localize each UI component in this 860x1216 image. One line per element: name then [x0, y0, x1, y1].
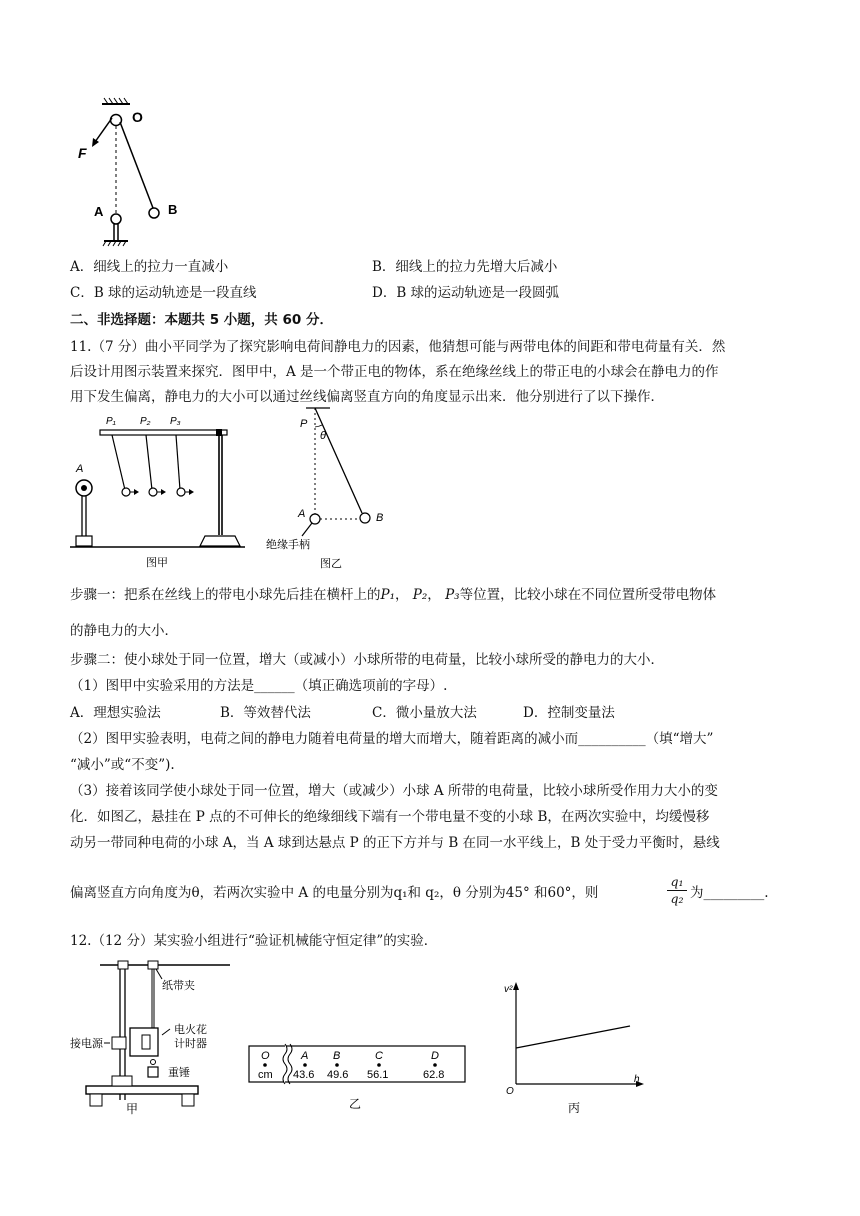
axis-y-label: v² [504, 984, 513, 995]
q11-intro-line1: 11.（7 分）曲小平同学为了探究影响电荷间静电力的因素，他猜想可能与两带电体的间距和带电荷量有关．然 [70, 339, 726, 355]
figure-yi-q11 [260, 403, 400, 571]
q11-sub3-line2: 化．如图乙，悬挂在 P 点的不可伸长的绝缘细线下端有一个带电量不变的小球 B，在两次实验中，均缓慢移 [70, 809, 710, 825]
step1-text-b: 等位置，比较小球在不同位置所受带电物体 [459, 587, 717, 603]
step1-line1: 步骤一：把系在丝线上的带电小球先后挂在横杆上的P₁， P₂， P₃等位置，比较小球在不同位置所受带电物体 [70, 587, 717, 603]
label-timer1: 电火花 [174, 1024, 207, 1036]
caption-yi-q12: 乙 [349, 1097, 362, 1111]
tape-value-b: 49.6 [327, 1069, 349, 1081]
q11-sub2-line2: “减小”或“不变”). [70, 757, 175, 773]
tape-point-d: D [431, 1050, 439, 1062]
label-handle: 绝缘手柄 [266, 539, 310, 551]
fraction-numerator: q₁ [667, 874, 687, 891]
label-timer2: 计时器 [174, 1038, 207, 1050]
tape-value-c: 56.1 [367, 1069, 389, 1081]
label-o: O [132, 109, 143, 125]
pendulum-figure [70, 96, 190, 248]
label-p2: P₂ [140, 416, 151, 427]
label-clip: 纸带夹 [162, 980, 195, 992]
caption-bing: 丙 [568, 1101, 581, 1115]
tape-point-b: B [333, 1050, 341, 1062]
figure-jia-q12 [70, 955, 245, 1115]
label-a: A [94, 204, 104, 219]
q10-option-c: C．B 球的运动轨迹是一段直线 [70, 285, 257, 301]
caption-yi: 图乙 [320, 558, 342, 570]
tape-unit: cm [258, 1069, 273, 1081]
tape-point-c: C [375, 1050, 383, 1062]
label-p1: P₁ [106, 416, 116, 427]
q11-sub3-line4: 偏离竖直方向角度为θ，若两次实验中 A 的电量分别为q₁和 q₂，θ 分别为45° 和60°，则 [70, 885, 599, 901]
step1-p3: P₃ [445, 587, 460, 603]
q11-sub2-line1: （2）图甲实验表明，电荷之间的静电力随着电荷量的增大而增大，随着距离的减小而__________（填“增大” [70, 731, 714, 747]
tape-point-a: A [301, 1050, 309, 1062]
label-a: A [298, 508, 306, 520]
q10-option-b: B．细线上的拉力先增大后减小 [372, 259, 558, 275]
q11-intro-line3: 用下发生偏离，静电力的大小可以通过丝线偏离竖直方向的角度显示出来．他分别进行了以下操作． [70, 389, 664, 405]
tape-value-a: 43.6 [293, 1069, 315, 1081]
fraction-denominator: q₂ [670, 891, 684, 906]
q11-sub1-option-a: A．理想实验法 [70, 705, 161, 721]
label-b: B [376, 512, 384, 524]
label-p: P [300, 418, 308, 430]
tape-value-d: 62.8 [423, 1069, 445, 1081]
tape-point-o: O [261, 1050, 270, 1062]
caption-jia: 图甲 [146, 557, 168, 569]
q11-sub1: （1）图甲中实验采用的方法是______（填正确选项前的字母）. [70, 678, 448, 694]
section-title: 二、非选择题：本题共 5 小题，共 60 分． [70, 312, 333, 328]
q11-sub3-line1: （3）接着该同学使小球处于同一位置，增大（或减少）小球 A 所带的电荷量，比较小球所受作用力大小的变 [70, 783, 718, 799]
step1-p2: P₂ [412, 587, 428, 603]
label-a-body: A [76, 463, 84, 475]
step1-p1: P₁ [380, 587, 395, 603]
q11-intro-line2: 后设计用图示装置来探究．图甲中，A 是一个带正电的物体，系在绝缘丝线上的带正电的小球会在静电力的作 [70, 364, 719, 380]
fraction-q1-over-q2 [667, 874, 687, 907]
label-p3: P₃ [170, 416, 181, 427]
q11-sub3-line3: 动另一带同种电荷的小球 A，当 A 球到达悬点 P 的正下方并与 B 在同一水平线上，B 处于受力平衡时，悬线 [70, 835, 720, 851]
q11-sub3-end: 为_________. [690, 885, 769, 901]
q11-sub1-option-c: C．微小量放大法 [372, 705, 477, 721]
q11-sub1-option-b: B．等效替代法 [220, 705, 311, 721]
step1-text-a: 步骤一：把系在丝线上的带电小球先后挂在横杆上的 [70, 587, 381, 603]
q11-sub1-option-d: D．控制变量法 [523, 705, 615, 721]
label-b: B [168, 202, 178, 217]
axis-origin: O [506, 1086, 514, 1097]
caption-jia-q12: 甲 [126, 1102, 139, 1115]
q12-intro: 12.（12 分）某实验小组进行“验证机械能守恒定律”的实验． [70, 933, 438, 949]
axis-x-label: h [634, 1074, 640, 1085]
label-weight: 重锤 [168, 1067, 190, 1079]
step1-line2: 的静电力的大小． [70, 623, 178, 639]
figure-bing-q12 [498, 978, 653, 1118]
label-theta: θ [320, 430, 326, 442]
step2: 步骤二：使小球处于同一位置，增大（或减小）小球所带的电荷量，比较小球所受的静电力的大小． [70, 652, 664, 668]
figure-jia-q11 [70, 410, 245, 570]
figure-yi-q12 [245, 1040, 475, 1118]
label-power: 接电源 [70, 1038, 103, 1050]
q10-option-d: D．B 球的运动轨迹是一段圆弧 [372, 285, 560, 301]
label-f: F [78, 145, 87, 161]
q10-option-a: A．细线上的拉力一直减小 [70, 259, 229, 275]
